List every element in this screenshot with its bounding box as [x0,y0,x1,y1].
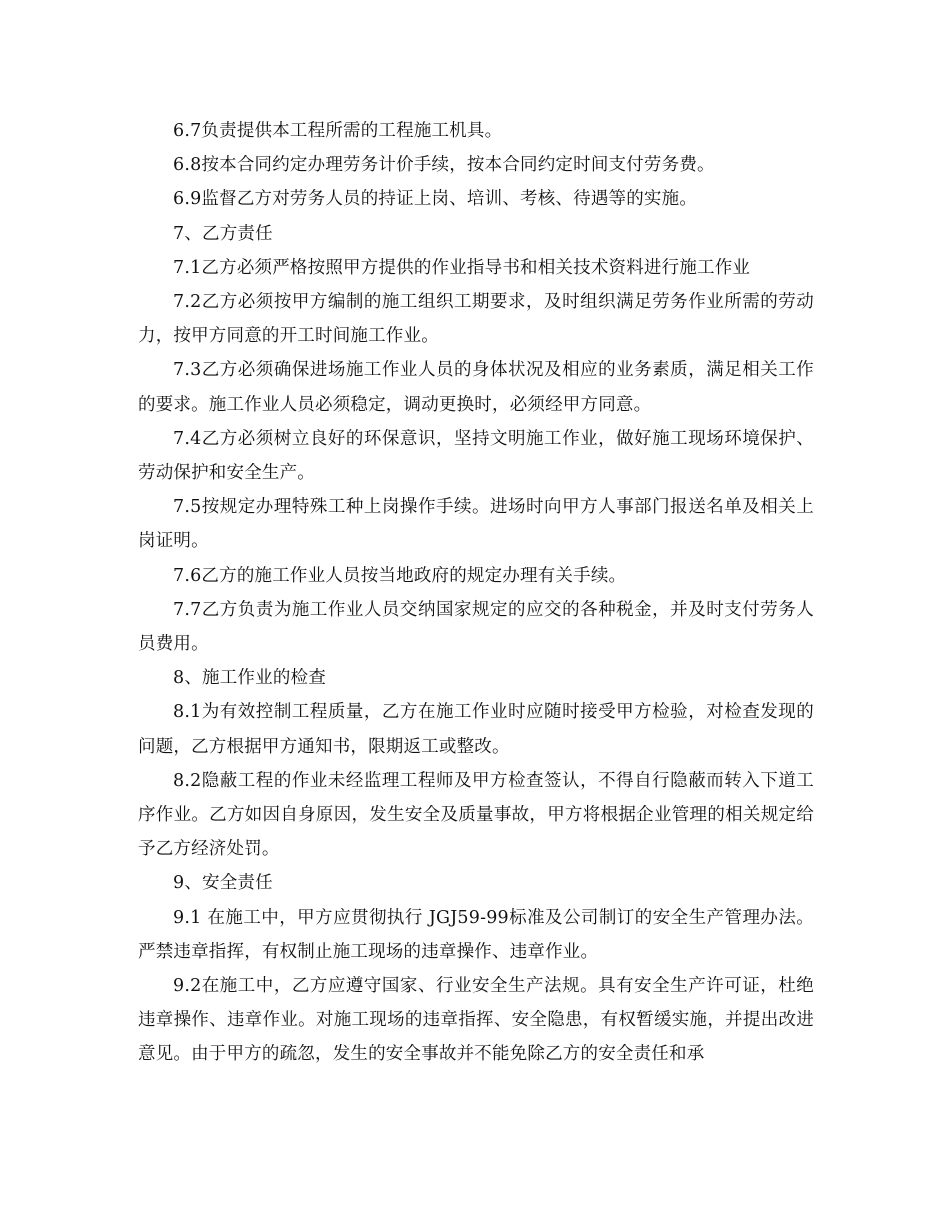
paragraph-7-7: 7.7乙方负责为施工作业人员交纳国家规定的应交的各种税金，并及时支付劳务人员费用。 [138,599,814,655]
paragraph-8-1: 8.1为有效控制工程质量，乙方在施工作业时应随时接受甲方检验，对检查发现的问题，乙方根据甲方通知书，限期返工或整改。 [138,702,814,757]
paragraph-7-6: 7.6乙方的施工作业人员按当地政府的规定办理有关手续。 [173,565,627,586]
paragraph-6-8: 6.8按本合同约定办理劳务计价手续，按本合同约定时间支付劳务费。 [173,155,715,176]
section-heading-7: 7、乙方责任 [173,223,273,244]
paragraph-6-9: 6.9监督乙方对劳务人员的持证上岗、培训、考核、待遇等的实施。 [173,189,698,210]
section-heading-9: 9、安全责任 [173,873,273,894]
paragraph-9-2: 9.2在施工中，乙方应遵守国家、行业安全生产法规。具有安全生产许可证，杜绝违章操作、违章作业。对施工现场的违章指挥、安全隐患，有权暂缓实施，并提出改进意见。由于甲方的疏忽，发生的安全事故并不能免除乙方的安全责任和承 [138,976,814,1065]
paragraph-6-7: 6.7负责提供本工程所需的工程施工机具。 [173,121,503,141]
paragraph-7-2: 7.2乙方必须按甲方编制的施工组织工期要求，及时组织满足劳务作业所需的劳动力，按甲方同意的开工时间施工作业。 [138,292,814,347]
paragraph-7-4: 7.4乙方必须树立良好的环保意识，坚持文明施工作业，做好施工现场环境保护、劳动保护和安全生产。 [138,428,814,484]
paragraph-7-5: 7.5按规定办理特殊工种上岗操作手续。进场时向甲方人事部门报送名单及相关上岗证明。 [138,497,814,552]
paragraph-9-1: 9.1 在施工中，甲方应贯彻执行 JGJ59-99标准及公司制订的安全生产管理办法。严禁违章指挥，有权制止施工现场的违章操作、违章作业。 [138,907,814,962]
paragraph-8-2: 8.2隐蔽工程的作业未经监理工程师及甲方检查签认，不得自行隐蔽而转入下道工序作业。乙方如因自身原因，发生安全及质量事故，甲方将根据企业管理的相关规定给予乙方经济处罚。 [138,770,814,860]
section-heading-8: 8、施工作业的检查 [173,668,326,689]
document-body [138,114,814,1072]
paragraph-7-1: 7.1乙方必须严格按照甲方提供的作业指导书和相关技术资料进行施工作业 [173,257,751,278]
paragraph-7-3: 7.3乙方必须确保进场施工作业人员的身体状况及相应的业务素质，满足相关工作的要求。施工作业人员必须稳定，调动更换时，必须经甲方同意。 [138,360,814,415]
